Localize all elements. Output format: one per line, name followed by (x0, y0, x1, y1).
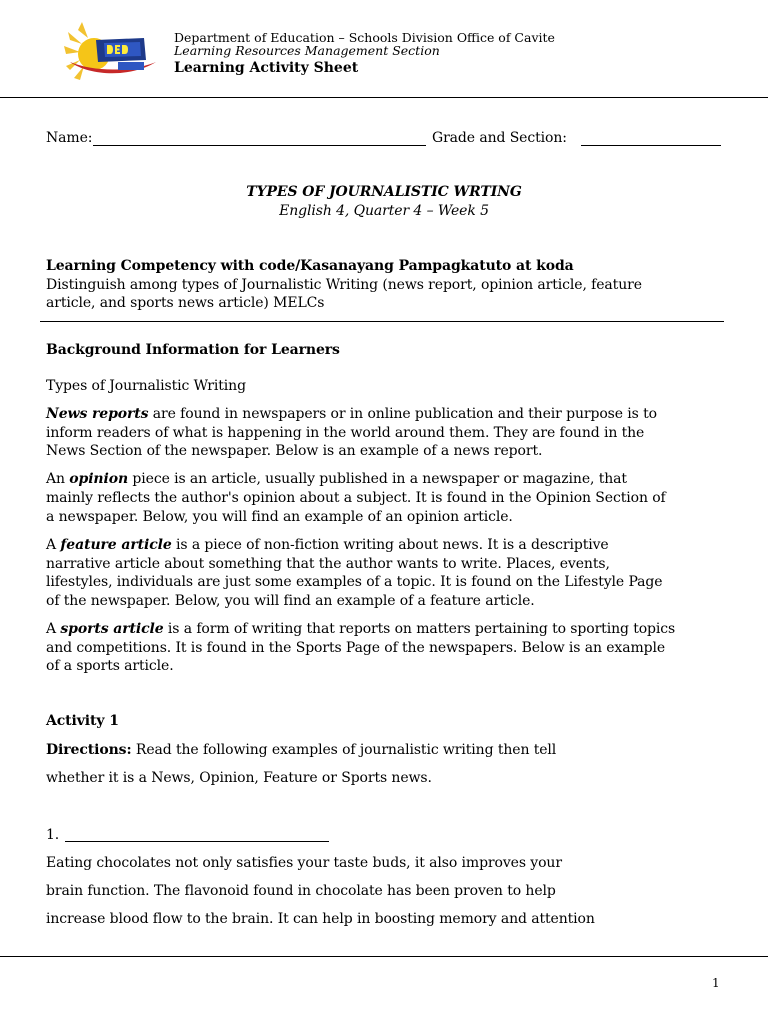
opinion-paragraph-line: a newspaper. Below, you will find an example of an opinion article. (46, 509, 513, 525)
feature-term: feature article (60, 537, 172, 553)
news-term: News reports (46, 406, 149, 422)
sports-paragraph-line: of a sports article. (46, 658, 174, 674)
competency-text-line: article, and sports news article) MELCs (46, 295, 325, 311)
news-paragraph-line: inform readers of what is happening in the world around them. They are found in the (46, 425, 645, 441)
sheet-title: Learning Activity Sheet (174, 60, 359, 76)
document-title: TYPES OF JOURNALISTIC WRTING (246, 184, 522, 200)
header-divider (0, 97, 768, 98)
sports-paragraph-line: and competitions. It is found in the Sports Page of the newspapers. Below is an example (46, 640, 666, 656)
news-paragraph-line: News Section of the newspaper. Below is an example of a news report. (46, 443, 543, 459)
directions-line: whether it is a News, Opinion, Feature or Sports news. (46, 770, 432, 786)
directions-line: Directions: Read the following examples of journalistic writing then tell (46, 742, 557, 758)
section-line: Learning Resources Management Section (174, 43, 440, 58)
background-intro: Types of Journalistic Writing (46, 378, 246, 394)
competency-text-line: Distinguish among types of Journalistic Writing (news report, opinion article, feature (46, 277, 642, 293)
item-answer-blank[interactable] (65, 841, 329, 842)
item-passage-line: increase blood flow to the brain. It can help in boosting memory and attention (46, 911, 595, 927)
name-label: Name: (46, 130, 93, 146)
opinion-paragraph-line: An opinion piece is an article, usually published in a newspaper or magazine, that (46, 471, 627, 487)
footer-divider (0, 956, 768, 957)
feature-paragraph-line: lifestyles, individuals are just some examples of a topic. It is found on the Lifestyle Page (46, 574, 663, 590)
competency-heading: Learning Competency with code/Kasanayang Pampagkatuto at koda (46, 258, 574, 274)
feature-paragraph-line: A feature article is a piece of non-fiction writing about news. It is a descriptive (46, 537, 609, 553)
feature-paragraph-line: narrative article about something that the author wants to write. Places, events, (46, 556, 610, 572)
opinion-paragraph-line: mainly reflects the author's opinion about a subject. It is found in the Opinion Section of (46, 490, 666, 506)
item-passage-line: brain function. The flavonoid found in chocolate has been proven to help (46, 883, 556, 899)
section-divider (40, 321, 724, 322)
grade-section-label: Grade and Section: (432, 130, 567, 146)
document-subtitle: English 4, Quarter 4 – Week 5 (279, 203, 489, 219)
page-number: 1 (712, 976, 720, 990)
activity-heading: Activity 1 (46, 713, 119, 729)
deped-cavite-logo (60, 18, 160, 86)
item-number: 1. (46, 827, 60, 843)
sports-paragraph-line: A sports article is a form of writing that reports on matters pertaining to sporting topics (46, 621, 676, 637)
news-paragraph-line: News reports are found in newspapers or in online publication and their purpose is to (46, 406, 657, 422)
grade-section-blank[interactable] (581, 145, 721, 146)
name-blank[interactable] (93, 145, 426, 146)
feature-paragraph-line: of the newspaper. Below, you will find an example of a feature article. (46, 593, 535, 609)
department-line: Department of Education – Schools Division Office of Cavite (174, 30, 555, 45)
sports-term: sports article (60, 621, 164, 637)
directions-label: Directions: (46, 742, 132, 758)
opinion-term: opinion (69, 471, 129, 487)
background-heading: Background Information for Learners (46, 342, 340, 358)
item-passage-line: Eating chocolates not only satisfies your taste buds, it also improves your (46, 855, 562, 871)
